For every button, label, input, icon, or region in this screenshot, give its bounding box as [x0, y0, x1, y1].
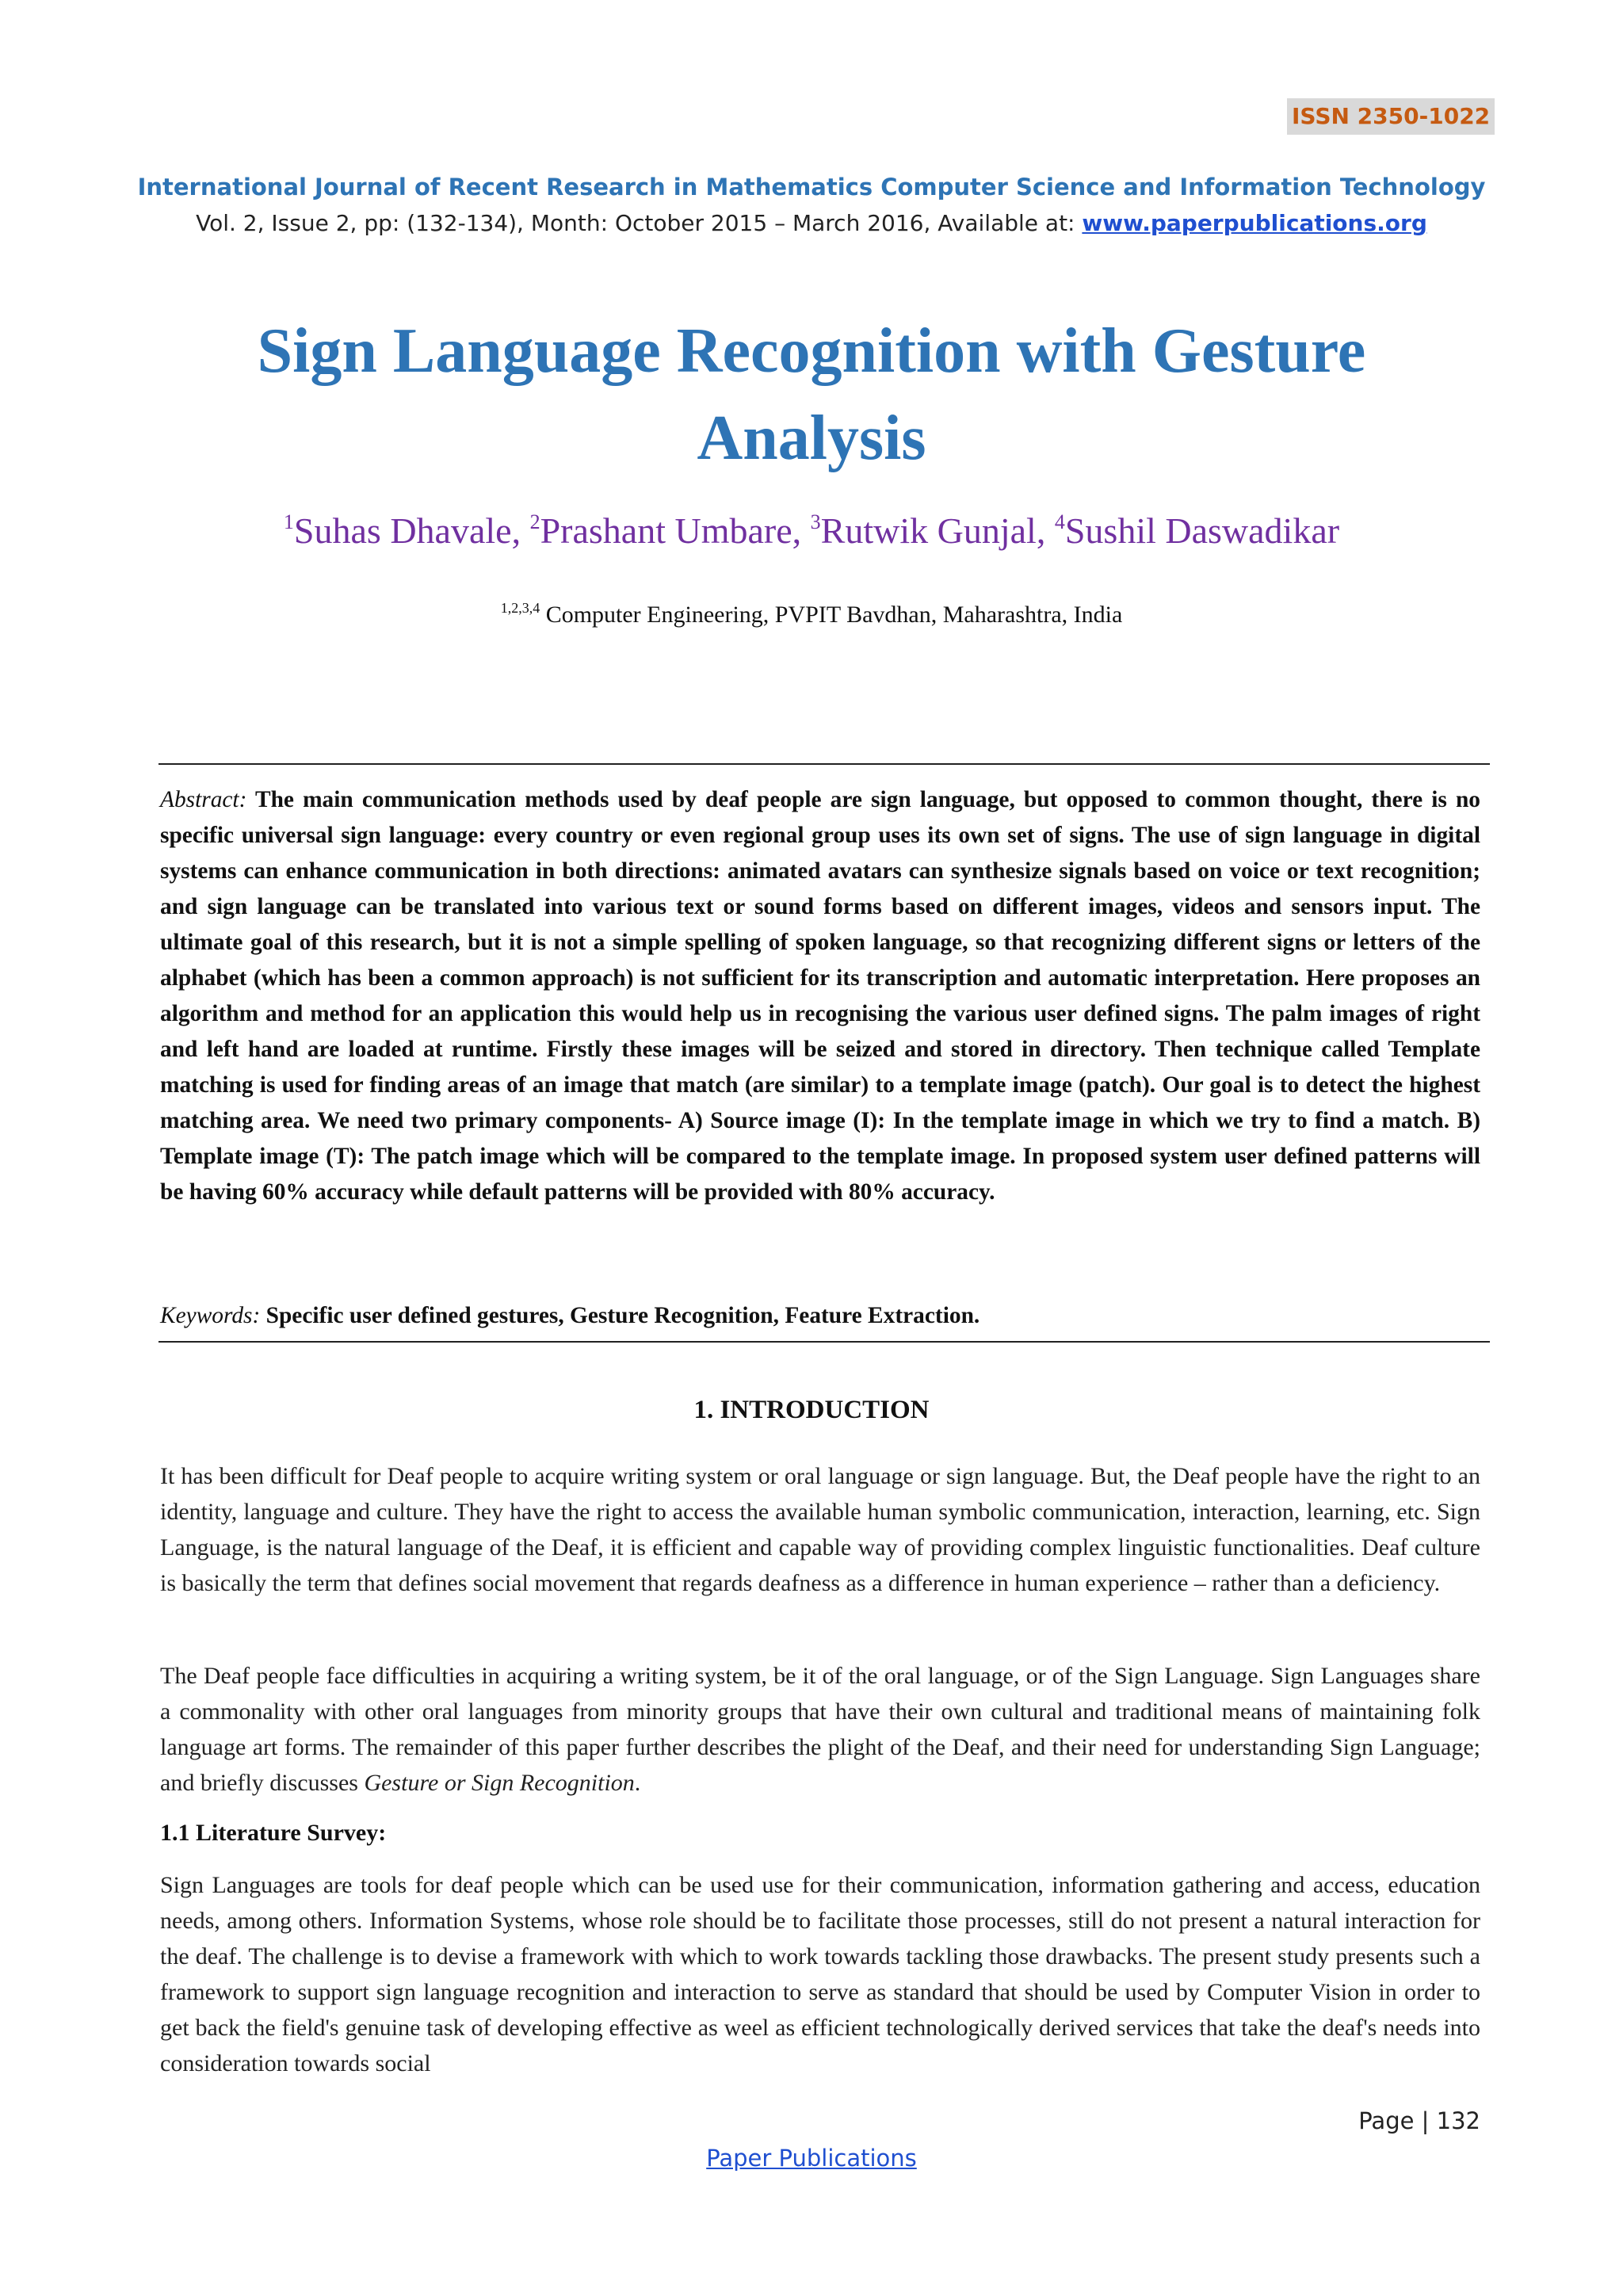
author-2-name: Prashant Umbare, [540, 510, 811, 551]
affiliation-text: Computer Engineering, PVPIT Bavdhan, Maharashtra, India [540, 602, 1123, 628]
page-number: Page | 132 [1358, 2107, 1480, 2134]
journal-title: International Journal of Recent Research in Mathematics Computer Science and Information Technology [137, 174, 1486, 201]
abstract-label: Abstract: [160, 787, 247, 812]
affiliation [0, 599, 1623, 631]
paper-title [0, 308, 1623, 482]
author-4-sup: 4 [1054, 510, 1065, 533]
keywords-text: Specific user defined gestures, Gesture Recognition, Feature Extraction. [260, 1303, 980, 1328]
subheading-literature-survey: 1.1 Literature Survey: [160, 1820, 387, 1846]
volume-line [0, 208, 1623, 239]
author-list [0, 507, 1623, 555]
abstract-top-rule [158, 763, 1490, 765]
issn-badge: ISSN 2350-1022 [1287, 98, 1495, 135]
affiliation-sup: 1,2,3,4 [500, 600, 540, 616]
author-1-name: Suhas Dhavale, [293, 510, 530, 551]
intro-paragraph-2-end: . [634, 1770, 641, 1796]
website-link[interactable]: www.paperpublications.org [1082, 210, 1427, 236]
title-line-2: Analysis [697, 403, 926, 473]
abstract [160, 782, 1480, 1210]
author-1-sup: 1 [283, 510, 294, 533]
intro-paragraph-2-text: The Deaf people face difficulties in acquiring a writing system, be it of the oral language, or of the Sign Language. Sign Languages share a commonality with other oral languages from minority groups that have their own cultural and traditional means of maintaining folk language art forms. The remainder of this paper further describes the plight of the Deaf, and their need for understanding Sign Language; and briefly discusses [160, 1663, 1480, 1796]
abstract-text: The main communication methods used by deaf people are sign language, but opposed to common thought, there is no specific universal sign language: every country or even regional group uses its own set of signs. The use of sign language in digital systems can enhance communication in both directions: animated avatars can synthesize signals based on voice or text recognition; and sign language can be translated into various text or sound forms based on different images, videos and sensors input. The ultimate goal of this research, but it is not a simple spelling of spoken language, so that recognizing different signs or letters of the alphabet (which has been a common approach) is not sufficient for its transcription and automatic interpretation. Here proposes an algorithm and method for an application this would help us in recognising the various user defined signs. The palm images of right and left hand are loaded at runtime. Firstly these images will be seized and stored in directory. Then technique called Template matching is used for finding areas of an image that match (are similar) to a template image (patch). Our goal is to detect the highest matching area. We need two primary components- A) Source image (I): In the template image in which we try to find a match. B) Template image (T): The patch image which will be compared to the template image. In proposed system user defined patterns will be having 60% accuracy while default patterns will be provided with 80% accuracy. [160, 787, 1480, 1205]
keywords-label: Keywords: [160, 1303, 261, 1328]
author-4-name: Sushil Daswadikar [1064, 510, 1340, 551]
literature-paragraph: Sign Languages are tools for deaf people which can be used use for their communication, information gathering and access, education needs, among others. Information Systems, whose role should be to facilitate those processes, still do not present a natural interaction for the deaf. The challenge is to devise a framework with which to work towards tackling those drawbacks. The present study presents such a framework to support sign language recognition and interaction to serve as standard that should be used by Computer Vision in order to get back the field's genuine task of developing effective as weel as efficient technologically derived services that take the deaf's needs into consideration towards social [160, 1872, 1480, 2076]
title-line-1: Sign Language Recognition with Gesture [257, 316, 1366, 386]
intro-paragraph-2-italic: Gesture or Sign Recognition [364, 1770, 635, 1796]
volume-text: Vol. 2, Issue 2, pp: (132-134), Month: October 2015 – March 2016, Available at: [196, 210, 1083, 236]
author-2-sup: 2 [529, 510, 540, 533]
keywords [160, 1298, 1480, 1334]
section-heading-introduction: 1. INTRODUCTION [693, 1396, 930, 1424]
abstract-bottom-rule [158, 1341, 1490, 1343]
author-3-name: Rutwik Gunjal, [820, 510, 1055, 551]
publisher-link[interactable]: Paper Publications [706, 2145, 917, 2172]
intro-paragraph-1: It has been difficult for Deaf people to acquire writing system or oral language or sign language. But, the Deaf people have the right to an identity, language and culture. They have the right to access the available human symbolic communication, interaction, learning, etc. Sign Language, is the natural language of the Deaf, it is efficient and capable way of providing complex linguistic functionalities. Deaf culture is basically the term that defines social movement that regards deafness as a difference in human experience – rather than a deficiency. [160, 1463, 1480, 1596]
author-3-sup: 3 [810, 510, 821, 533]
intro-paragraph-2 [160, 1658, 1480, 1801]
